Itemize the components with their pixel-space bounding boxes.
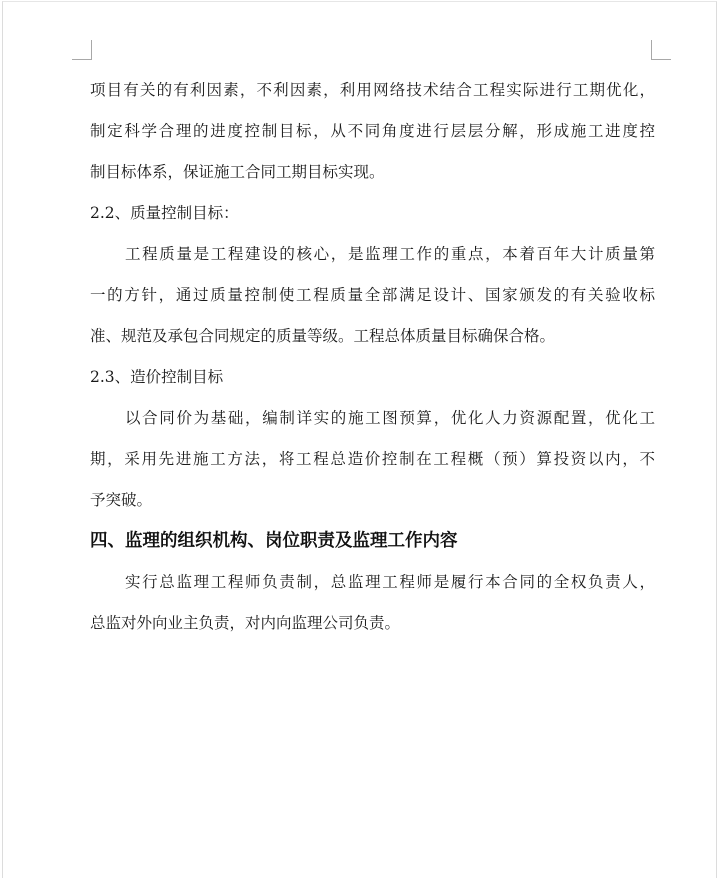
document-page — [2, 1, 717, 878]
section-heading-2-2: 2.2、质量控制目标： — [90, 204, 239, 222]
paragraph-line: 实行总监理工程师负责制，总监理工程师是履行本合同的全权负责人， — [125, 573, 655, 591]
chapter-heading-4: 四、监理的组织机构、岗位职责及监理工作内容 — [90, 531, 458, 551]
paragraph-line: 总监对外向业主负责，对内向监理公司负责。 — [90, 614, 401, 632]
paragraph-line: 项目有关的有利因素，不利因素，利用网络技术结合工程实际进行工期优化， — [90, 81, 655, 99]
paragraph-line: 制目标体系，保证施工合同工期目标实现。 — [90, 163, 385, 181]
paragraph-line: 工程质量是工程建设的核心，是监理工作的重点，本着百年大计质量第 — [125, 245, 655, 263]
paragraph-line: 以合同价为基础，编制详实的施工图预算，优化人力资源配置，优化工 — [125, 409, 655, 427]
paragraph-line: 一的方针，通过质量控制使工程质量全部满足设计、国家颁发的有关验收标 — [90, 286, 655, 304]
section-heading-2-3: 2.3、造价控制目标 — [90, 368, 224, 386]
margin-marker-top-left — [72, 40, 92, 60]
paragraph-line: 准、规范及承包合同规定的质量等级。工程总体质量目标确保合格。 — [90, 327, 556, 345]
document-body — [90, 70, 655, 644]
paragraph-line: 制定科学合理的进度控制目标，从不同角度进行层层分解，形成施工进度控 — [90, 122, 655, 140]
paragraph-line: 予突破。 — [90, 491, 153, 509]
paragraph-line: 期，采用先进施工方法，将工程总造价控制在工程概（预）算投资以内，不 — [90, 450, 655, 468]
margin-marker-top-right — [651, 40, 671, 60]
